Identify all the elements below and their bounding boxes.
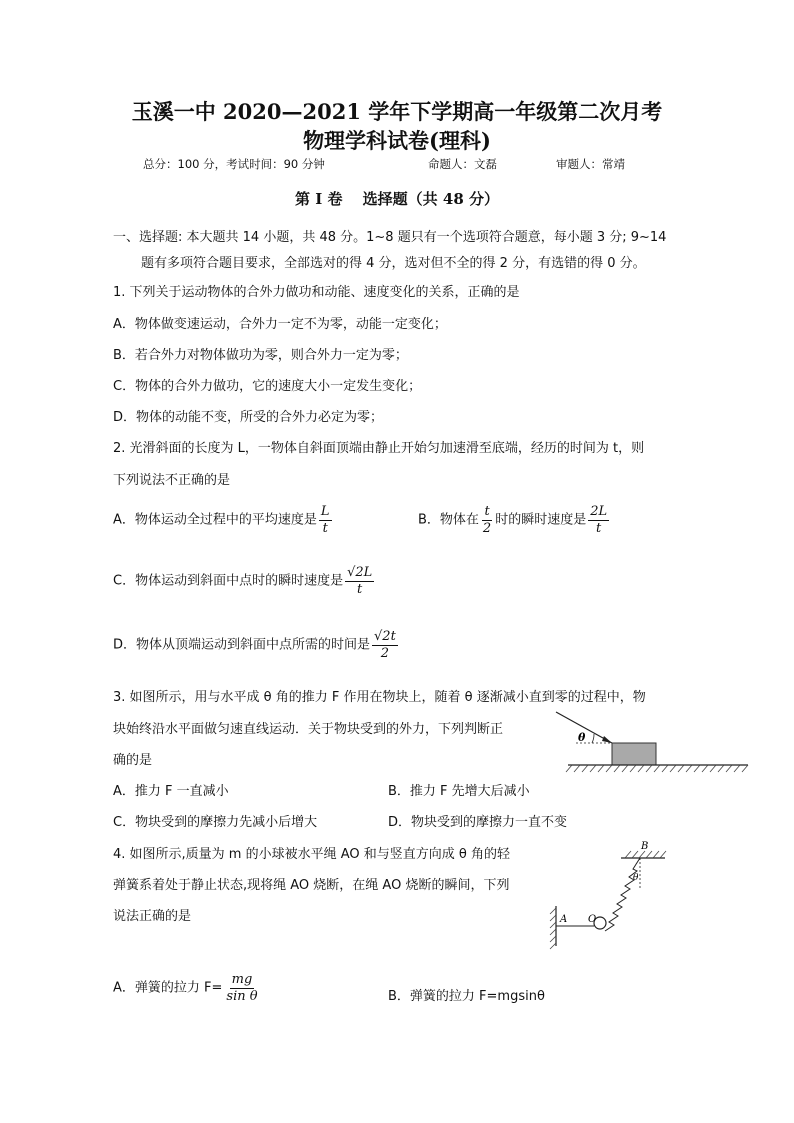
q4-stem-line2: 弹簧系着处于静止状态,现将绳 AO 烧断，在绳 AO 烧断的瞬间，下列 bbox=[113, 878, 510, 893]
fraction bbox=[481, 505, 493, 535]
score-time-info: 总分：100 分，考试时间：90 分钟 bbox=[143, 157, 325, 171]
label-o: O bbox=[588, 914, 597, 925]
q1-option-d: D．物体的动能不变，所受的合外力必定为零； bbox=[113, 410, 384, 425]
q4-figure bbox=[545, 838, 675, 950]
block bbox=[612, 743, 656, 765]
q3-option-b: B．推力 F 先增大后减小 bbox=[388, 784, 530, 799]
spring bbox=[605, 858, 640, 931]
exam-title-line2: 物理学科试卷(理科) bbox=[303, 128, 491, 153]
theta-label: θ bbox=[633, 873, 639, 883]
label-b: B bbox=[641, 841, 649, 852]
q2-option-a-text: A．物体运动全过程中的平均速度是 bbox=[113, 512, 317, 528]
angle-arc bbox=[592, 734, 594, 743]
instructions-line2: 题有多项符合题目要求，全部选对的得 4 分，选对但不全的得 2 分，有选错的得 0 分。 bbox=[141, 256, 646, 271]
q2-option-a bbox=[113, 505, 334, 535]
q3-stem-line1: 3. 如图所示，用与水平成 θ 角的推力 F 作用在物块上，随着 θ 逐渐减小直到零的过程中，物 bbox=[113, 690, 646, 705]
instructions-line1: 一、选择题: 本大题共 14 小题，共 48 分。1~8 题只有一个选项符合题意，每小题 3 分; 9~14 bbox=[113, 230, 667, 245]
section-title: 第 I 卷 选择题（共 48 分） bbox=[294, 190, 499, 208]
q4-stem-line3: 说法正确的是 bbox=[113, 909, 192, 924]
q2-option-c bbox=[113, 566, 376, 596]
q4-stem-line1: 4. 如图所示,质量为 m 的小球被水平绳 AO 和与竖直方向成 θ 角的轻 bbox=[113, 847, 510, 862]
theta-label: θ bbox=[578, 731, 586, 744]
denominator: t bbox=[322, 520, 328, 536]
numerator: t bbox=[484, 504, 490, 519]
label-a: A bbox=[560, 914, 568, 925]
denominator: 2 bbox=[482, 520, 492, 536]
q2-option-d-text: D．物体从顶端运动到斜面中点所需的时间是 bbox=[113, 637, 371, 653]
wall-hatching bbox=[550, 908, 556, 949]
q3-option-a: A．推力 F 一直减小 bbox=[113, 784, 229, 799]
arrow-head-icon bbox=[602, 736, 612, 743]
q2-option-b bbox=[418, 505, 611, 535]
q2-option-d bbox=[113, 630, 400, 660]
q1-option-c: C．物体的合外力做功，它的速度大小一定发生变化； bbox=[113, 379, 422, 394]
numerator: mg bbox=[231, 972, 253, 987]
q3-option-d: D．物块受到的摩擦力一直不变 bbox=[388, 815, 568, 830]
fraction bbox=[372, 630, 398, 660]
numerator: 2L bbox=[590, 504, 608, 519]
fraction bbox=[224, 973, 259, 1003]
q3-option-c: C．物块受到的摩擦力先减小后增大 bbox=[113, 815, 318, 830]
numerator: L bbox=[320, 504, 330, 519]
q2-stem-line2: 下列说法不正确的是 bbox=[113, 473, 231, 488]
q2-option-c-text: C．物体运动到斜面中点时的瞬时速度是 bbox=[113, 573, 344, 589]
ground-hatching bbox=[566, 765, 748, 772]
q1-option-a: A．物体做变速运动，合外力一定不为零，动能一定变化； bbox=[113, 317, 447, 332]
q4-option-a bbox=[113, 973, 262, 1003]
q3-figure bbox=[548, 706, 758, 776]
denominator: sin θ bbox=[226, 988, 258, 1004]
denominator: t bbox=[596, 520, 602, 536]
numerator: √2t bbox=[374, 629, 396, 644]
q4-option-b: B．弹簧的拉力 F=mgsinθ bbox=[388, 989, 545, 1004]
q2-option-b-pre: B．物体在 bbox=[418, 512, 479, 528]
fraction bbox=[319, 505, 332, 535]
q3-stem-line3: 确的是 bbox=[113, 753, 153, 768]
reviewer-info: 审题人：常靖 bbox=[556, 157, 625, 171]
denominator: 2 bbox=[380, 645, 390, 661]
numerator: √2L bbox=[347, 565, 373, 580]
q1-stem: 1. 下列关于运动物体的合外力做功和动能、速度变化的关系，正确的是 bbox=[113, 285, 520, 300]
exam-title-line1: 玉溪一中 2020—2021 学年下学期高一年级第二次月考 bbox=[131, 99, 663, 124]
ceiling-hatching bbox=[625, 851, 666, 858]
denominator: t bbox=[357, 581, 363, 597]
q2-stem-line1: 2. 光滑斜面的长度为 L，一物体自斜面顶端由静止开始匀加速滑至底端，经历的时间为 t，则 bbox=[113, 441, 645, 456]
fraction bbox=[588, 505, 609, 535]
q3-stem-line2: 块始终沿水平面做匀速直线运动．关于物块受到的外力，下列判断正 bbox=[113, 722, 504, 737]
author-info: 命题人：文磊 bbox=[428, 157, 497, 171]
q4-option-a-text: A．弹簧的拉力 F= bbox=[113, 980, 223, 996]
q2-option-b-mid: 时的瞬时速度是 bbox=[495, 512, 587, 528]
q1-option-b: B．若合外力对物体做功为零，则合外力一定为零； bbox=[113, 348, 408, 363]
fraction bbox=[345, 566, 374, 596]
